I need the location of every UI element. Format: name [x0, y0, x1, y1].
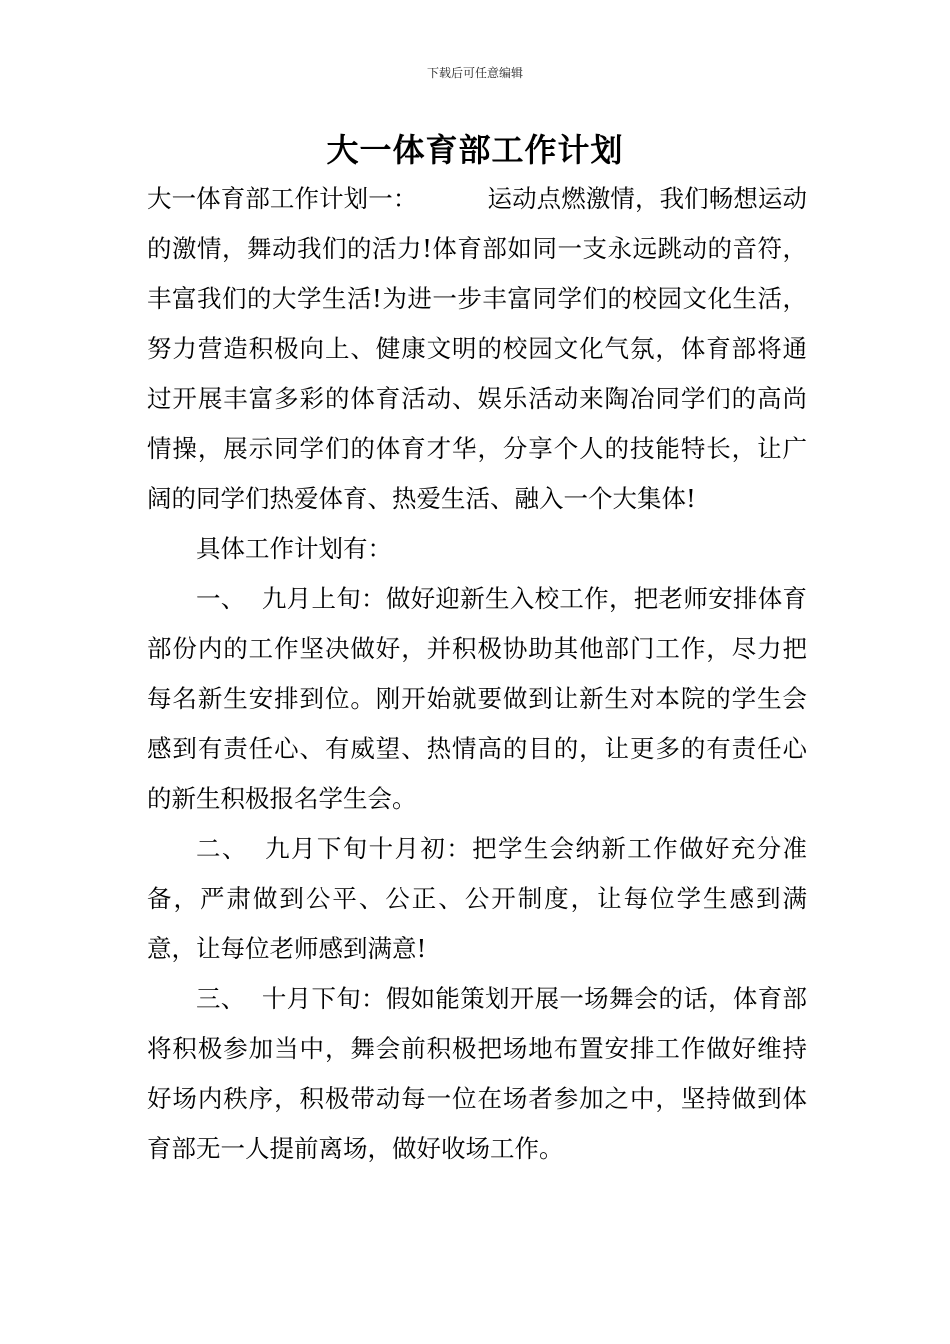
plan-item-number: 二、: [196, 834, 248, 863]
document-title: 大一体育部工作计划: [326, 131, 624, 169]
plan-heading: 具体工作计划有：: [196, 534, 392, 563]
plan-item-text: 九月上旬：做好迎新生入校工作，把老师安排体育部份内的工作坚决做好，并积极协助其他部门工作，尽力把每名新生安排到位。刚开始就要做到让新生对本院的学生会感到有责任心、有威望、热情高的目的，让更多的有责任心的新生积极报名学生会。: [147, 584, 808, 813]
document-body: [147, 174, 807, 1174]
plan-item-1: [147, 574, 807, 824]
plan-item-number: 一、: [196, 584, 246, 613]
plan-item-2: [147, 824, 807, 974]
plan-item-3: [147, 974, 807, 1174]
intro-text: 运动点燃激情，我们畅想运动的激情，舞动我们的活力!体育部如同一支永远跳动的音符，丰富我们的大学生活!为进一步丰富同学们的校园文化生活，努力营造积极向上、健康文明的校园文化气氛，体育部将通过开展丰富多彩的体育活动、娱乐活动来陶冶同学们的高尚情操，展示同学们的体育才华，分享个人的技能特长，让广阔的同学们热爱体育、热爱生活、融入一个大集体!: [147, 184, 808, 513]
plan-item-number: 三、: [196, 984, 246, 1013]
plan-item-text: 十月下旬：假如能策划开展一场舞会的话，体育部将积极参加当中，舞会前积极把场地布置安排工作做好维持好场内秩序，积极带动每一位在场者参加之中，坚持做到体育部无一人提前离场，做好收场工作。: [147, 984, 808, 1163]
intro-paragraph: [147, 174, 807, 524]
header-note: 下载后可任意编辑: [426, 66, 523, 80]
intro-lead: 大一体育部工作计划一：: [147, 184, 418, 213]
plan-item-text: 九月下旬十月初：把学生会纳新工作做好充分准备，严肃做到公平、公正、公开制度，让每位学生感到满意，让每位老师感到满意!: [147, 834, 808, 963]
